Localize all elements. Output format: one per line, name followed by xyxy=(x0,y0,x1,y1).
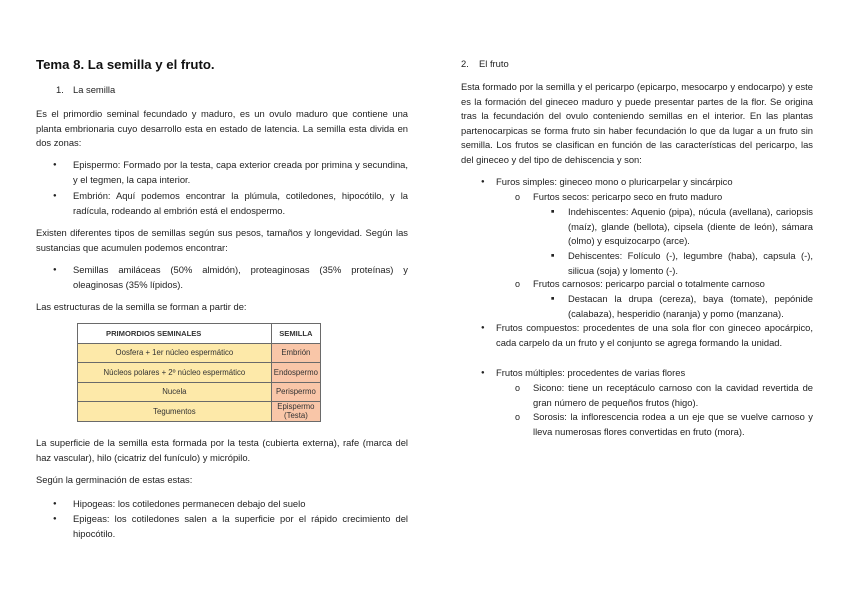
table-row xyxy=(78,402,321,422)
list-item: ● Epigeas: los cotiledones salen a la superficie por el rápido crecimiento del hipocótilo. xyxy=(53,512,408,541)
table-cell: Epispermo (Testa) xyxy=(271,402,320,422)
list-item: ● Epispermo: Formado por la testa, capa exterior creada por primina y secundina, y el tegmen, la capa interior. xyxy=(53,158,408,187)
seed-structures-table xyxy=(77,323,321,422)
germination-intro: Según la germinación de estas estas: xyxy=(36,474,193,485)
table-header: SEMILLA xyxy=(271,324,320,344)
table-cell: Tegumentos xyxy=(78,402,272,422)
structures-intro: Las estructuras de la semilla se forman a partir de: xyxy=(36,301,247,312)
list-item: ■ Indehiscentes: Aquenio (pipa), núcula (avellana), cariopsis (maíz), glande (bellota), cipsela (diente de león), sámara (olmo) y esquizocarpo (arce). xyxy=(551,205,813,249)
section-number: 2. xyxy=(461,58,469,69)
table-row xyxy=(78,343,321,363)
list-item: ■ Destacan la drupa (cereza), baya (tomate), pepónide (calabaza), hesperidio (naranja) y pomo (manzana). xyxy=(551,292,813,321)
table-header: PRIMORDIOS SEMINALES xyxy=(78,324,272,344)
list-item: ● Embrión: Aquí podemos encontrar la plúmula, cotiledones, hipocótilo, y la radícula, rodeando al embrión está el endospermo. xyxy=(53,189,408,218)
list-item: ● Frutos múltiples: procedentes de varias flores xyxy=(481,366,813,381)
table-cell: Perispermo xyxy=(271,382,320,402)
section-number: 1. xyxy=(56,84,64,95)
section-heading: La semilla xyxy=(73,84,116,95)
table-row xyxy=(78,382,321,402)
table-cell: Nucela xyxy=(78,382,272,402)
table-cell: Endospermo xyxy=(271,363,320,383)
list-item: ● Furos simples: gineceo mono o pluricarpelar y sincárpico xyxy=(481,175,813,190)
table-cell: Núcleos polares + 2º núcleo espermático xyxy=(78,363,272,383)
list-item: o Frutos carnosos: pericarpo parcial o totalmente carnoso xyxy=(515,277,813,292)
list-item: ● Semillas amiláceas (50% almidón), proteaginosas (35% proteínas) y oleaginosas (35% lípidos). xyxy=(53,263,408,292)
types-intro-paragraph: Existen diferentes tipos de semillas según sus pesos, tamaños y longevidad. Según las sustancias que acumulen podemos encontrar: xyxy=(36,227,408,253)
list-item: o Furtos secos: pericarpo seco en fruto maduro xyxy=(515,190,813,205)
list-item: o Sicono: tiene un receptáculo carnoso con la cavidad revertida de gran número de pequeños frutos (higo). xyxy=(515,381,813,410)
table-cell: Oosfera + 1er núcleo espermático xyxy=(78,343,272,363)
list-item: ■ Dehiscentes: Folículo (-), legumbre (haba), capsula (-), silicua (soja) y lomento (-). xyxy=(551,249,813,278)
table-header-row xyxy=(78,324,321,344)
page-title: Tema 8. La semilla y el fruto. xyxy=(36,57,215,72)
list-item: ● Hipogeas: los cotiledones permanecen debajo del suelo xyxy=(53,497,408,512)
table-row xyxy=(78,363,321,383)
table-cell: Embrión xyxy=(271,343,320,363)
section-heading: El fruto xyxy=(479,58,509,69)
surface-paragraph: La superficie de la semilla esta formada por la testa (cubierta externa), rafe (marca del haz vascular), hilo (cicatriz del funículo) y micrópilo. xyxy=(36,437,408,463)
list-item: ● Frutos compuestos: procedentes de una sola flor con gineceo apocárpico, cada carpelo da un fruto y el conjunto se agrega formando la unidad. xyxy=(481,321,813,350)
fruit-intro-paragraph: Esta formado por la semilla y el pericarpo (epicarpo, mesocarpo y endocarpo) y este es la formación del gineceo maduro y puede presentar partes de la flor. Se origina tras la fecundación del ovulo conteniendo semillas en el interior. En las plantas partenocarpicas se forma fruto sin haber fecundación lo que da lugar a un fruto sin semilla. Los frutos se clasifican en función de las características del pericarpo, las del gineceo y del tipo de dehiscencia y son: xyxy=(461,81,813,165)
seed-intro-paragraph: Es el primordio seminal fecundado y maduro, es un ovulo maduro que contiene una planta embrionaria cuyo desarrollo esta en estado de latencia. La semilla esta divida en dos zonas: xyxy=(36,108,408,149)
list-item: o Sorosis: la inflorescencia rodea a un eje que se vuelve carnoso y lleva numerosas flores convertidas en fruto (mora). xyxy=(515,410,813,439)
